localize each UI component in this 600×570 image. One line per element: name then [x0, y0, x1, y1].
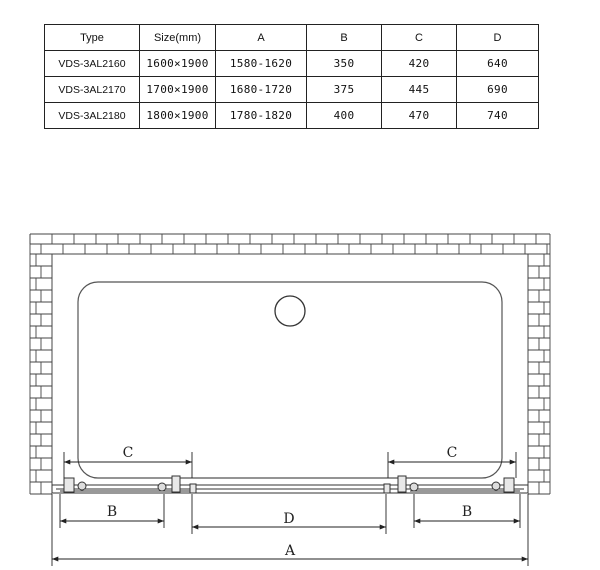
cell-d: 640 [457, 51, 539, 77]
cell-b: 350 [307, 51, 382, 77]
cell-b: 400 [307, 103, 382, 129]
cell-size: 1800×1900 [140, 103, 216, 129]
label-b-right: B [461, 504, 473, 520]
label-b-left: B [106, 504, 118, 520]
label-c-left: C [122, 445, 134, 461]
cell-type: VDS-3AL2180 [45, 103, 140, 129]
cell-c: 445 [382, 77, 457, 103]
cell-a: 1680-1720 [216, 77, 307, 103]
header-type: Type [45, 25, 140, 51]
header-c: C [382, 25, 457, 51]
label-c-right: C [446, 445, 458, 461]
cell-type: VDS-3AL2160 [45, 51, 140, 77]
cell-type: VDS-3AL2170 [45, 77, 140, 103]
cell-d: 740 [457, 103, 539, 129]
cell-c: 420 [382, 51, 457, 77]
header-a: A [216, 25, 307, 51]
header-size: Size(mm) [140, 25, 216, 51]
header-b: B [307, 25, 382, 51]
cell-a: 1580-1620 [216, 51, 307, 77]
cell-b: 375 [307, 77, 382, 103]
header-d: D [457, 25, 539, 51]
label-a: A [284, 543, 296, 559]
cell-c: 470 [382, 103, 457, 129]
cell-size: 1600×1900 [140, 51, 216, 77]
cell-size: 1700×1900 [140, 77, 216, 103]
cell-a: 1780-1820 [216, 103, 307, 129]
label-d: D [283, 511, 295, 527]
cell-d: 690 [457, 77, 539, 103]
